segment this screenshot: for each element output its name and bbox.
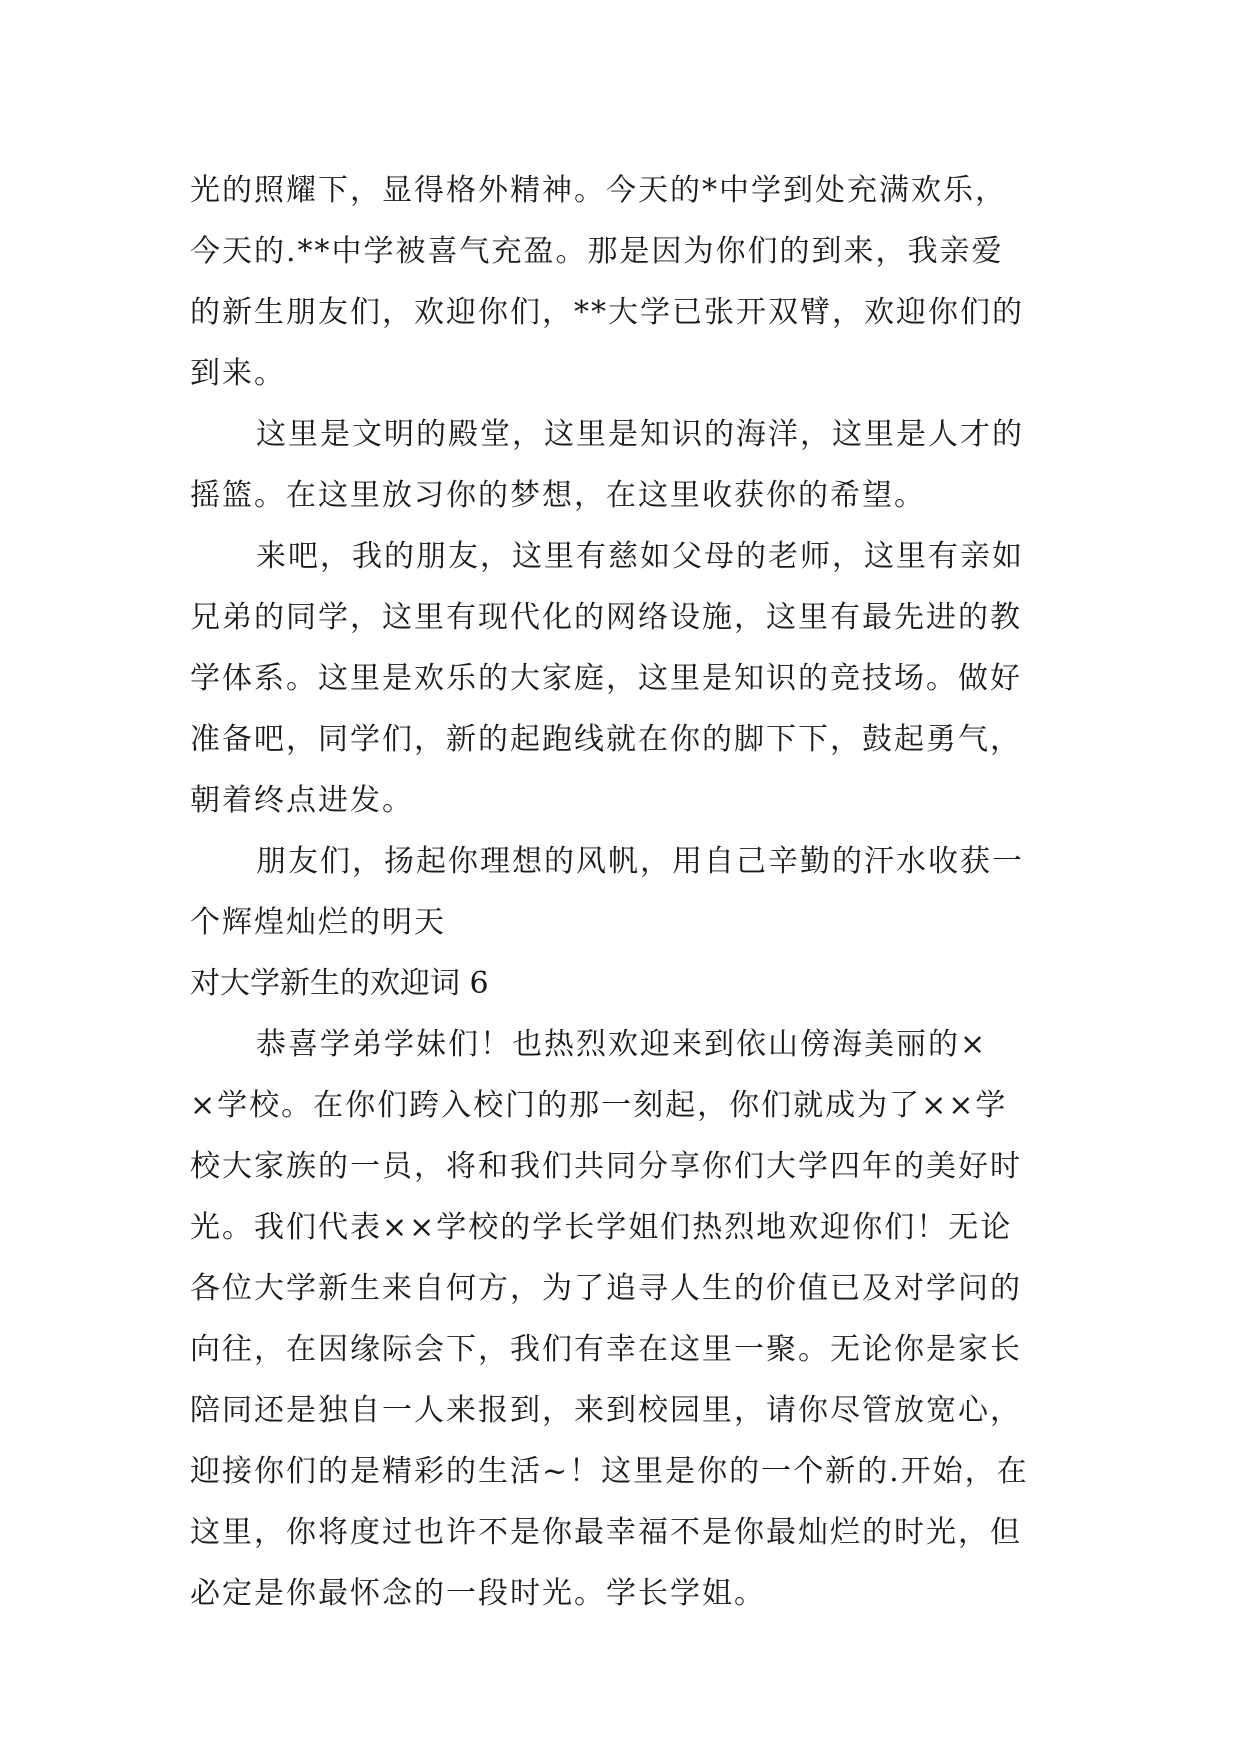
paragraph [190,1014,1070,1624]
text-line: ×学校。在你们跨入校门的那一刻起，你们就成为了××学 [190,1088,1008,1123]
text-line: 学体系。这里是欢乐的大家庭，这里是知识的竞技场。做好 [190,661,1022,696]
text-line: 今天的.**中学被喜气充盈。那是因为你们的到来，我亲爱 [190,234,1004,269]
text-line: 光。我们代表××学校的学长学姐们热烈地欢迎你们！无论 [190,1210,1013,1245]
paragraph [190,160,1070,404]
text-line: 兄弟的同学，这里有现代化的网络设施，这里有最先进的教 [190,600,1022,635]
text-line: 必定是你最怀念的一段时光。学长学姐。 [190,1576,766,1611]
text-line: 朋友们，扬起你理想的风帆，用自己辛勤的汗水收获一 [256,844,1024,879]
text-line: 摇篮。在这里放习你的梦想，在这里收获你的希望。 [190,478,926,513]
text-line: 这里是文明的殿堂，这里是知识的海洋，这里是人才的 [256,417,1024,452]
text-line: 向往，在因缘际会下，我们有幸在这里一聚。无论你是家长 [190,1332,1022,1367]
text-line: 校大家族的一员，将和我们共同分享你们大学四年的美好时 [190,1149,1022,1184]
text-line: 朝着终点进发。 [190,783,414,818]
text-line: 个辉煌灿烂的明天 [190,905,446,940]
text-line: 各位大学新生来自何方，为了追寻人生的价值已及对学问的 [190,1271,1022,1306]
section-title: 对大学新生的欢迎词 6 [190,966,489,1001]
text-line: 恭喜学弟学妹们！也热烈欢迎来到依山傍海美丽的× [256,1027,988,1062]
text-line: 光的照耀下，显得格外精神。今天的*中学到处充满欢乐， [190,173,1007,208]
document-page [190,160,1070,1624]
text-line: 到来。 [190,356,286,391]
text-line: 陪同还是独自一人来报到，来到校园里，请你尽管放宽心， [190,1393,1022,1428]
paragraph [190,831,1070,953]
text-line: 来吧，我的朋友，这里有慈如父母的老师，这里有亲如 [256,539,1024,574]
paragraph [190,526,1070,831]
paragraph [190,404,1070,526]
text-line: 的新生朋友们，欢迎你们，**大学已张开双臂，欢迎你们的 [190,295,1024,330]
text-line: 这里，你将度过也许不是你最幸福不是你最灿烂的时光，但 [190,1515,1022,1550]
text-line: 准备吧，同学们，新的起跑线就在你的脚下下，鼓起勇气， [190,722,1022,757]
text-line: 迎接你们的是精彩的生活~！这里是你的一个新的.开始，在 [190,1454,1029,1489]
